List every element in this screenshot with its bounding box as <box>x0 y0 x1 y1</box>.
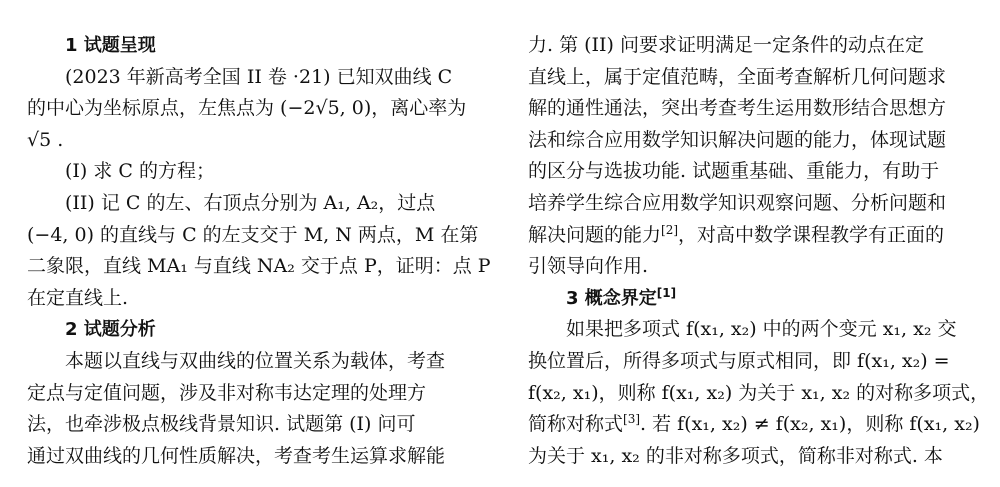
analysis-cont-line-6: 培养学生综合应用数学知识观察问题、分析问题和 <box>528 191 947 214</box>
section-3-heading <box>528 283 970 315</box>
definition-line-2: 换位置后，所得多项式与原式相同，即 f(x₁, x₂) = <box>528 349 950 372</box>
problem-part-2-line-1: (II) 记 C 的左、右顶点分别为 A₁, A₂，过点 <box>65 191 436 214</box>
analysis-cont-line-3: 解的通性通法，突出考查考生运用数形结合思想方 <box>528 97 947 120</box>
problem-line-3: √5 . <box>27 128 64 151</box>
section-3-title: 3 概念界定 <box>566 287 657 309</box>
analysis-cont-line-8: 引领导向作用. <box>528 255 649 278</box>
line-7-tail: ，对高中数学课程教学有正面的 <box>678 223 945 246</box>
analysis-cont-line-4: 法和综合应用数学知识解决问题的能力，体现试题 <box>528 128 947 151</box>
analysis-line-3: 法，也牵涉极点极线背景知识. 试题第 (I) 问可 <box>27 413 416 436</box>
problem-line-1: (2023 年新高考全国 II 卷 ·21) 已知双曲线 C <box>65 65 453 88</box>
def-4-text: 简称对称式 <box>528 413 624 436</box>
problem-line-2: 的中心为坐标原点，左焦点为 (−2√5, 0)，离心率为 <box>27 97 467 120</box>
analysis-cont-line-5: 的区分与选拔功能. 试题重基础、重能力，有助于 <box>528 160 940 183</box>
analysis-cont-line-1: 力. 第 (II) 问要求证明满足一定条件的动点在定 <box>528 34 924 56</box>
section-2-heading: 2 试题分析 <box>65 319 156 341</box>
line-7-text: 解决问题的能力 <box>528 223 662 246</box>
definition-line-4 <box>528 409 980 441</box>
definition-line-5: 为关于 x₁, x₂ 的非对称多项式，简称非对称式. 本 <box>528 444 943 467</box>
analysis-line-1: 本题以直线与双曲线的位置关系为载体，考查 <box>65 349 446 372</box>
problem-part-2-line-2: (−4, 0) 的直线与 C 的左支交于 M, N 两点，M 在第 <box>27 223 479 246</box>
problem-part-1: (I) 求 C 的方程； <box>65 160 215 183</box>
definition-line-1: 如果把多项式 f(x₁, x₂) 中的两个变元 x₁, x₂ 交 <box>566 318 957 341</box>
definition-line-3: f(x₂, x₁)，则称 f(x₁, x₂) 为关于 x₁, x₂ 的对称多项式， <box>528 381 990 404</box>
analysis-line-4: 通过双曲线的几何性质解决，考查考生运算求解能 <box>27 444 446 467</box>
citation-2: [2] <box>661 222 679 237</box>
analysis-cont-line-7 <box>528 220 970 252</box>
analysis-cont-line-2: 直线上，属于定值范畴，全面考查解析几何问题求 <box>528 65 947 88</box>
section-1-heading: 1 试题呈现 <box>65 35 156 56</box>
problem-part-2-line-4: 在定直线上. <box>27 286 129 309</box>
citation-3: [3] <box>623 412 641 427</box>
left-column <box>27 30 491 472</box>
problem-part-2-line-3: 二象限，直线 MA₁ 与直线 NA₂ 交于点 P，证明：点 P <box>27 255 491 278</box>
citation-1: [1] <box>656 285 677 300</box>
def-4-tail: . 若 f(x₁, x₂) ≠ f(x₂, x₁)，则称 f(x₁, x₂) <box>640 413 980 436</box>
analysis-line-2: 定点与定值问题，涉及非对称韦达定理的处理方 <box>27 381 427 404</box>
right-column <box>528 30 990 472</box>
